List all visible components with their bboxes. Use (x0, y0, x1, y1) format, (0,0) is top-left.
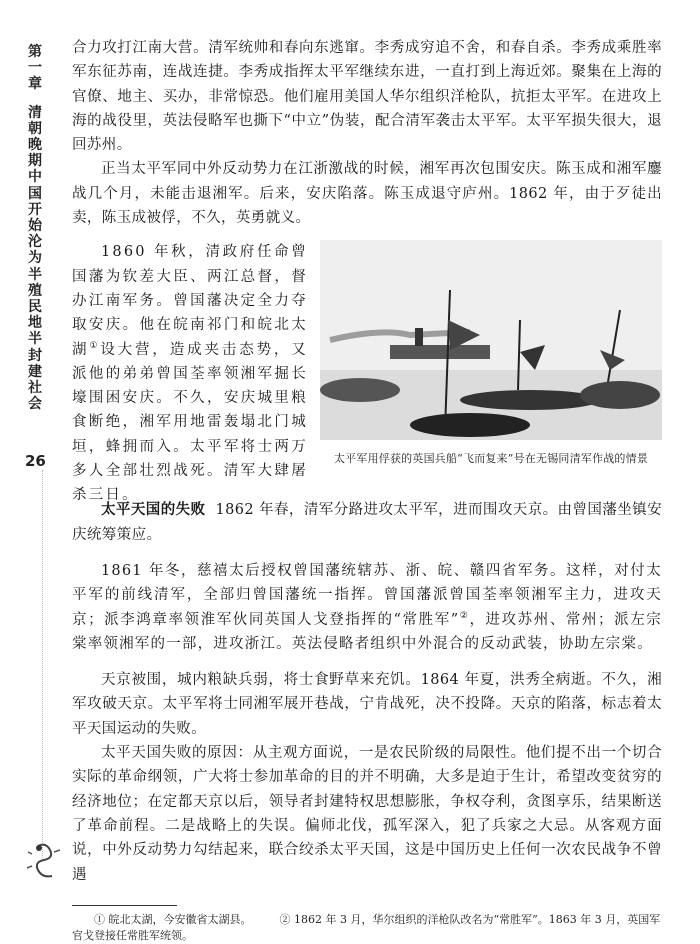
section-heading: 太平天国的失败 (101, 502, 206, 519)
chapter-title-char: 晚 (28, 137, 42, 154)
sidebar-note-anqing (72, 240, 308, 507)
chapter-title-char: 民 (28, 299, 42, 316)
chapter-label-char: 第 (28, 44, 42, 60)
chapter-title-char: 地 (28, 315, 42, 332)
sidebar-text: 1861 年冬，慈禧太后授权曾国藩统辖苏、浙、皖、赣四省军务。这样，对付太平军的前线清军，全部归曾国藩统一指挥。曾国藩派曾国荃率领湘军主力，进攻天京；派李鸿章率领淮军伙同英国人戈登指挥的“常胜军” (72, 562, 662, 628)
chapter-title-char: 期 (28, 153, 42, 170)
chapter-title-char: 建 (28, 363, 42, 380)
figure (320, 240, 662, 466)
chapter-title-char: 封 (28, 347, 42, 364)
page-number: 26 (25, 452, 46, 470)
ship-battle-image-icon (320, 240, 662, 440)
chapter-title-char: 半 (28, 266, 42, 283)
paragraph-3: 天京被围，城内粮缺兵弱，将士食野草来充饥。1864 年夏，洪秀全病逝。不久，湘军攻破天京。太平军将士同湘军展开巷战，宁肯战死，决不投降。天京的陷落，标志着太平天国运动的失败。 (72, 672, 662, 737)
chapter-title-char: 半 (28, 331, 42, 348)
sidebar-text: ，进攻苏州、常州；派左宗棠率领湘军的一部，进攻浙江。英法侵略者组织中外混合的反动武装，协助左宗棠。 (72, 611, 662, 652)
battle-illustration (320, 240, 662, 440)
footnote-divider (72, 905, 177, 906)
chapter-label-char: 章 (28, 76, 42, 93)
chapter-title-char: 会 (28, 396, 42, 413)
running-chapter-title (25, 44, 45, 412)
chapter-title-char: 始 (28, 218, 42, 235)
section-text: 1862 年春，清军分路进攻太平军，进而围攻天京。由曾国藩坐镇安庆统筹策应。 (72, 502, 662, 543)
chapter-title-char: 社 (28, 380, 42, 397)
footnote-ref-1[interactable]: ① (89, 340, 101, 351)
footnote-ref-2[interactable]: ② (459, 610, 470, 621)
paragraph-2: 正当太平军同中外反动势力在江浙激战的时候，湘军再次包围安庆。陈玉成和湘军鏖战几个月，未能击退湘军。后来，安庆陷落。陈玉成退守庐州。1862 年，由于歹徒出卖，陈玉成被俘，不久，英勇就义。 (72, 161, 662, 227)
chapter-title-char: 清 (28, 104, 42, 121)
figure-row (72, 240, 662, 504)
chapter-title-char: 国 (28, 185, 42, 202)
sidebar-text: 设大营，造成夹击态势，又派他的弟弟曾国荃率领湘军掘长壕围困安庆。不久，安庆城里粮食断绝，湘军用地雷轰塌北门城垣，蜂拥而入。太平军将士两万多人全部壮烈战死。清军大肆屠杀三日。 (72, 341, 308, 504)
footnotes (72, 912, 662, 944)
footnote-1: ① 皖北太湖，今安徽省太湖县。 (94, 912, 252, 926)
footnote-2: ② 1862 年 3 月，华尔组织的洋枪队改名为“常胜军”。1863 年 3 月，英国军官戈登接任常胜军统领。 (72, 912, 661, 942)
chapter-title-char: 沦 (28, 234, 42, 251)
sidebar-note-command (72, 559, 662, 656)
chapter-title-char: 为 (28, 250, 42, 267)
paragraph-4: 太平天国失败的原因：从主观方面说，一是农民阶级的局限性。他们提不出一个切合实际的革命纲领，广大将士参加革命的目的并不明确，大多是迫于生计，希望改变贫穷的经济地位；在定都天京以后，领导者封建特权思想膨胀，争权夺利，贪图享乐，结果断送了革命前程。二是战略上的失误。偏师北伐，孤军深入，犯了兵家之大忌。从客观方面说，中外反动势力勾结起来，联合绞杀太平天国，这是中国历史上任何一次农民战争不曾遇 (72, 745, 662, 883)
sidebar-text: 1860 年秋，清政府任命曾国藩为钦差大臣、两江总督，督办江南军务。曾国藩决定全力夺取安庆。他在皖南祁门和皖北太湖 (72, 244, 308, 358)
figure-caption: 太平军用俘获的英国兵船“飞而复来”号在无锡同清军作战的情景 (333, 452, 649, 466)
margin-dotted-rule (42, 470, 44, 860)
dragon-ornament-icon (24, 840, 66, 882)
chapter-title-char: 中 (28, 169, 42, 186)
chapter-title-char: 殖 (28, 282, 42, 299)
paragraph-1: 合力攻打江南大营。清军统帅和春向东逃窜。李秀成穷追不舍，和春自杀。李秀成乘胜率军东征苏南，连战连捷。李秀成指挥太平军继续东进，一直打到上海近郊。聚集在上海的官僚、地主、买办，非常惊恐。他们雇用美国人华尔组织洋枪队，抗拒太平军。在进攻上海的战役里，英法侵略军也撕下“中立”伪装，配合清军袭击太平军。太平军损失很大，退回苏州。 (72, 40, 662, 154)
chapter-title-char: 开 (28, 201, 42, 218)
page-content (72, 36, 662, 944)
chapter-label-char: 一 (28, 60, 42, 77)
chapter-title-char: 朝 (28, 120, 42, 137)
